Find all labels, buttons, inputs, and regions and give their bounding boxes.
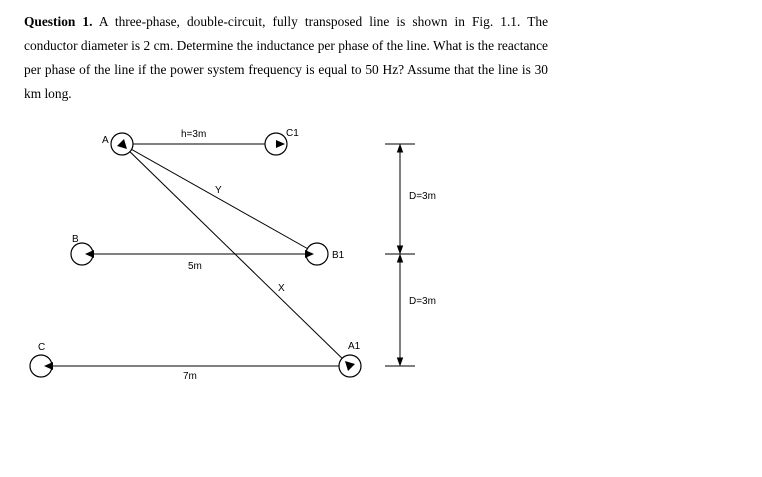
label-a1: A1 <box>348 341 361 352</box>
conductor-c <box>30 355 53 377</box>
question-body: A three-phase, double-circuit, fully transposed line is shown in Fig. 1.1. The conductor diameter is 2 cm. Determine the inductance per phase of the line. What is the reactance per phase of the line if the power system frequency is equal to 50 Hz? Assume that the line is 30 km long. <box>24 14 549 101</box>
label-x: X <box>278 283 285 294</box>
label-d-bottom: D=3m <box>409 296 436 307</box>
label-h: h=3m <box>181 129 207 140</box>
label-c1: C1 <box>286 128 299 139</box>
label-c: C <box>38 342 46 353</box>
label-b: B <box>72 234 79 245</box>
label-y: Y <box>215 185 222 196</box>
dimension-arrow-mid-up <box>398 246 403 253</box>
dimension-arrow-bottom <box>398 358 403 365</box>
conductor-b1 <box>305 243 328 265</box>
dimension-arrow-top <box>398 145 403 152</box>
label-a: A <box>102 135 109 146</box>
line-a-b1 <box>122 144 317 254</box>
dimension-arrow-mid-down <box>398 255 403 262</box>
question-label: Question 1. <box>24 14 93 29</box>
conductor-b <box>71 243 94 265</box>
label-b1: B1 <box>332 250 345 261</box>
conductor-c1 <box>265 133 287 155</box>
conductor-a <box>111 133 133 155</box>
label-d-top: D=3m <box>409 191 436 202</box>
label-7m: 7m <box>183 371 197 382</box>
label-5m: 5m <box>188 261 202 272</box>
conductor-a1 <box>339 355 361 377</box>
